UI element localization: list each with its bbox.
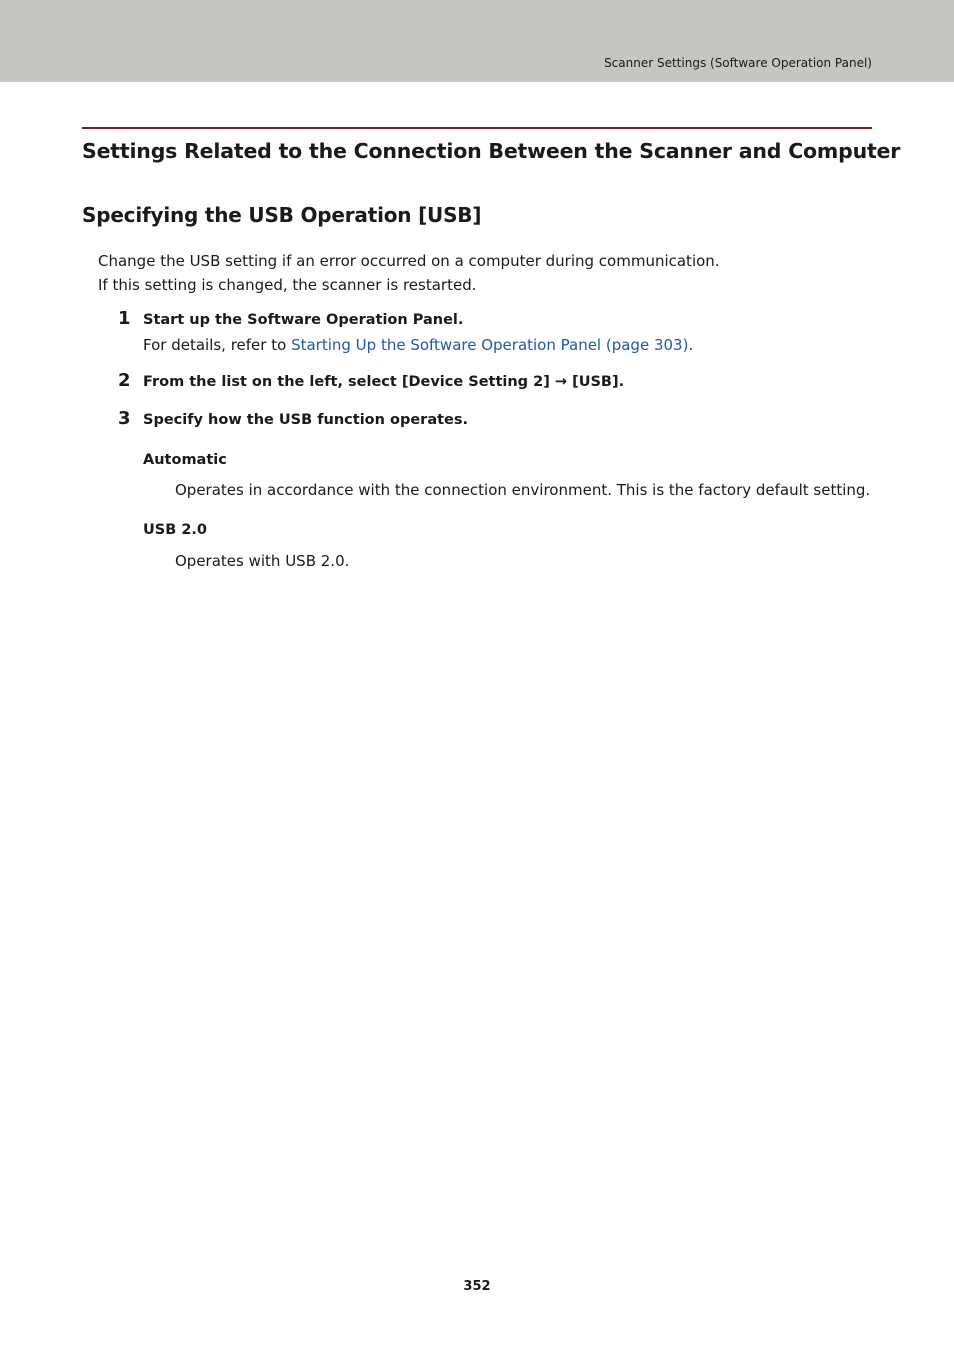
cross-reference-link[interactable]: Starting Up the Software Operation Panel (page 303) bbox=[291, 336, 689, 354]
page-header-band bbox=[0, 0, 954, 82]
step-number: 1 bbox=[118, 308, 131, 329]
step-title: From the list on the left, select [Device Setting 2] → [USB]. bbox=[143, 374, 625, 390]
step-number: 3 bbox=[118, 408, 131, 429]
intro-line: If this setting is changed, the scanner is restarted. bbox=[98, 276, 477, 294]
page-number: 352 bbox=[463, 1279, 491, 1294]
running-header: Scanner Settings (Software Operation Panel) bbox=[604, 56, 872, 70]
option-description-automatic: Operates in accordance with the connection environment. This is the factory default setting. bbox=[175, 481, 871, 499]
step-detail-prefix: For details, refer to bbox=[143, 336, 292, 354]
option-term-automatic: Automatic bbox=[143, 452, 227, 468]
intro-line: Change the USB setting if an error occurred on a computer during communication. bbox=[98, 252, 720, 270]
subsection-title: Specifying the USB Operation [USB] bbox=[82, 203, 482, 227]
step-detail-suffix: . bbox=[688, 336, 694, 354]
step-title: Start up the Software Operation Panel. bbox=[143, 312, 464, 328]
section-rule bbox=[82, 127, 872, 129]
option-description-usb2: Operates with USB 2.0. bbox=[175, 552, 350, 570]
step-detail bbox=[143, 336, 693, 354]
intro-text bbox=[98, 249, 720, 297]
option-term-usb2: USB 2.0 bbox=[143, 522, 208, 538]
step-number: 2 bbox=[118, 370, 131, 391]
section-title: Settings Related to the Connection Between the Scanner and Computer bbox=[82, 139, 901, 163]
step-title: Specify how the USB function operates. bbox=[143, 412, 469, 428]
